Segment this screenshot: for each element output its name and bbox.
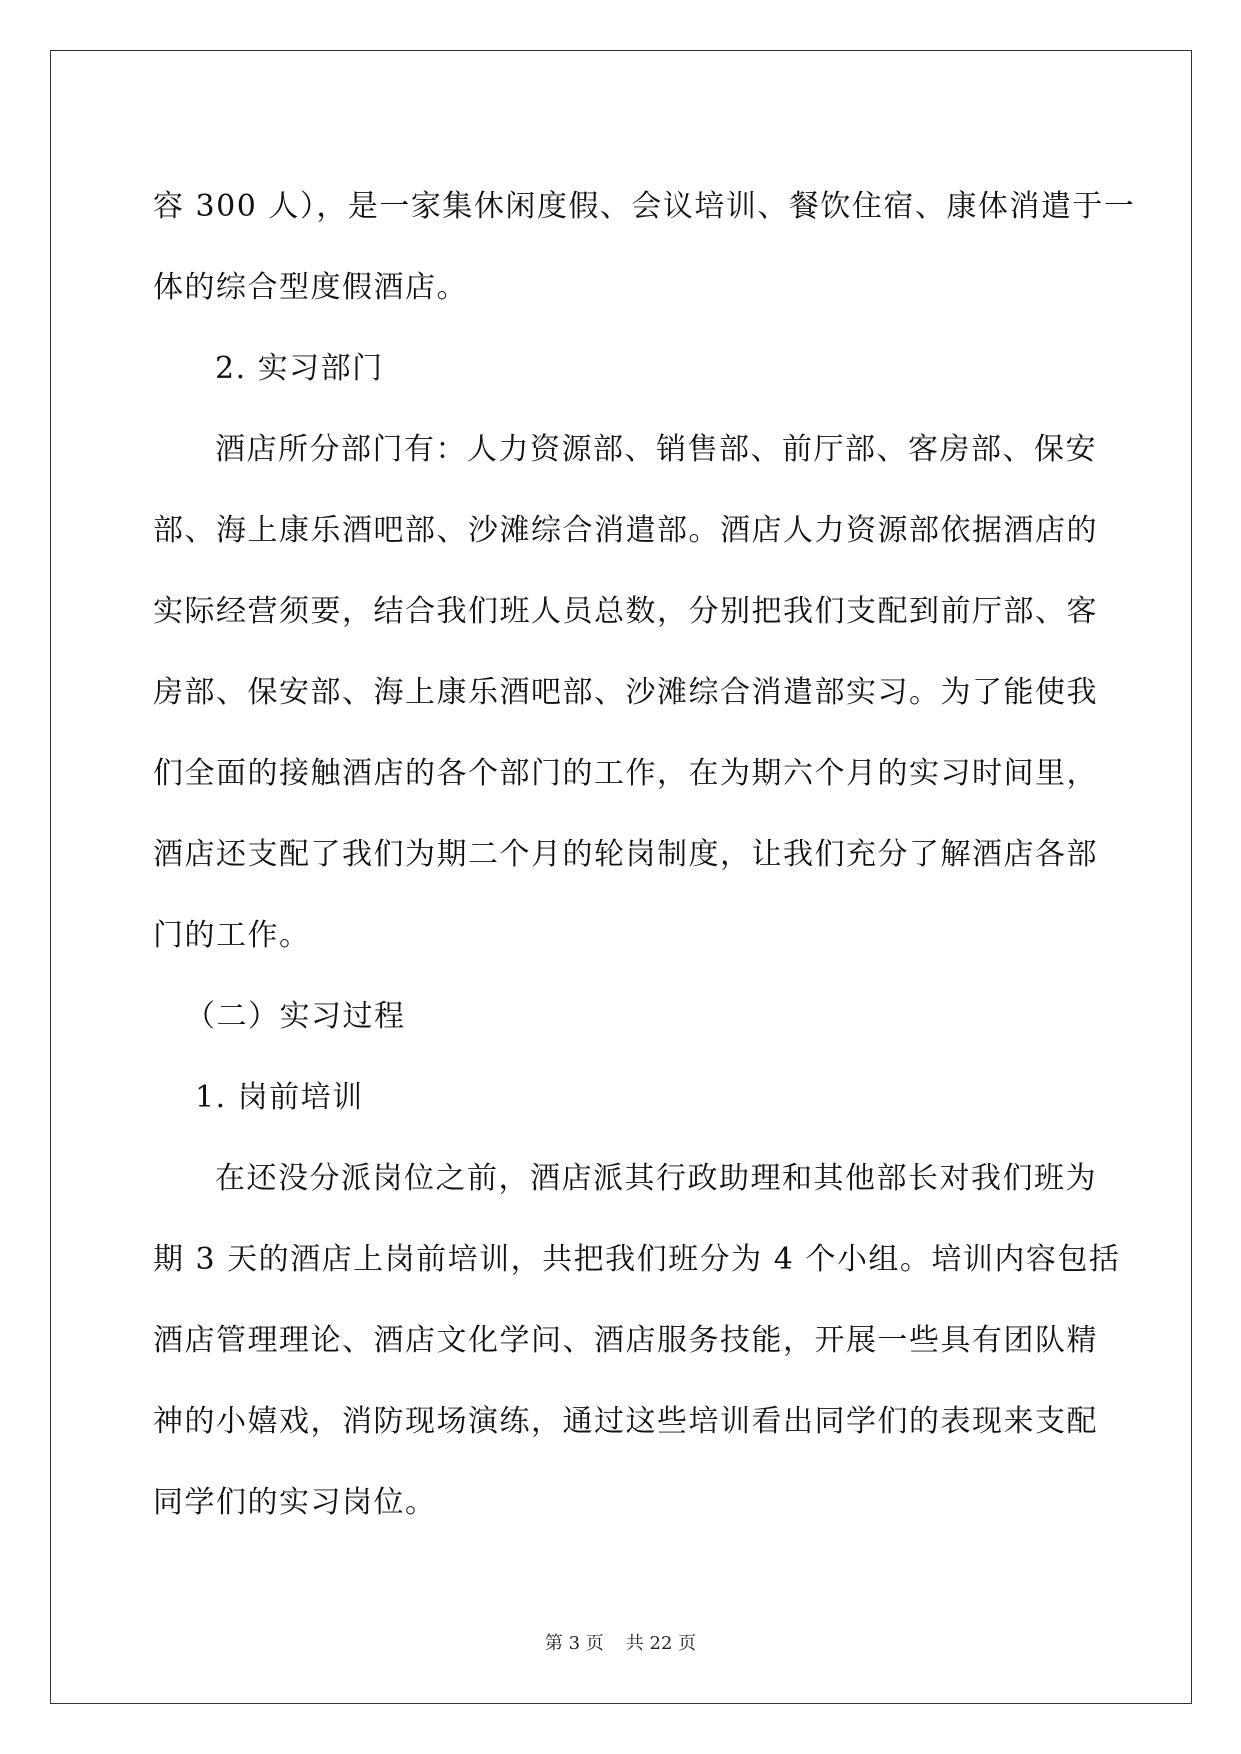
paragraph-departments: [153, 409, 1098, 976]
text-line: 体的综合型度假酒店。: [153, 270, 468, 305]
paragraph-intro: [153, 166, 1136, 328]
heading-internship-process: [153, 976, 1088, 1057]
document-body: [153, 166, 1136, 1543]
text-line: 期 3 天的酒店上岗前培训，共把我们班分为 4 个小组。培训内容包括: [153, 1242, 1121, 1277]
heading-internship-departments: [153, 328, 1088, 409]
text-line: 们全面的接触酒店的各个部门的工作，在为期六个月的实习时间里，: [153, 756, 1098, 791]
text-line: 神的小嬉戏，消防现场演练，通过这些培训看出同学们的表现来支配: [153, 1404, 1098, 1439]
page-footer: [0, 1632, 1241, 1656]
text-line: 在还没分派岗位之前，酒店派其行政助理和其他部长对我们班为: [215, 1161, 1097, 1196]
text-line: 1. 岗前培训: [195, 1080, 364, 1115]
text-line: 酒店还支配了我们为期二个月的轮岗制度，让我们充分了解酒店各部: [153, 837, 1098, 872]
text-line: 实际经营须要，结合我们班人员总数，分别把我们支配到前厅部、客: [153, 594, 1098, 629]
text-line: 2. 实习部门: [215, 351, 384, 386]
text-line: 部、海上康乐酒吧部、沙滩综合消遣部。酒店人力资源部依据酒店的: [153, 513, 1098, 548]
paragraph-training: [153, 1138, 1121, 1543]
text-line: 酒店所分部门有：人力资源部、销售部、前厅部、客房部、保安: [215, 432, 1097, 467]
text-line: 门的工作。: [153, 918, 311, 953]
text-line: 容 300 人），是一家集休闲度假、会议培训、餐饮住宿、康体消遣于一: [153, 189, 1136, 224]
page-total: 共 22 页: [625, 1633, 697, 1654]
text-line: 酒店管理理论、酒店文化学问、酒店服务技能，开展一些具有团队精: [153, 1323, 1098, 1358]
text-line: 同学们的实习岗位。: [153, 1485, 437, 1520]
heading-pre-job-training: [153, 1057, 1088, 1138]
text-line: 房部、保安部、海上康乐酒吧部、沙滩综合消遣部实习。为了能使我: [153, 675, 1098, 710]
page-number: 第 3 页: [544, 1633, 604, 1654]
text-line: （二）实习过程: [185, 999, 406, 1034]
